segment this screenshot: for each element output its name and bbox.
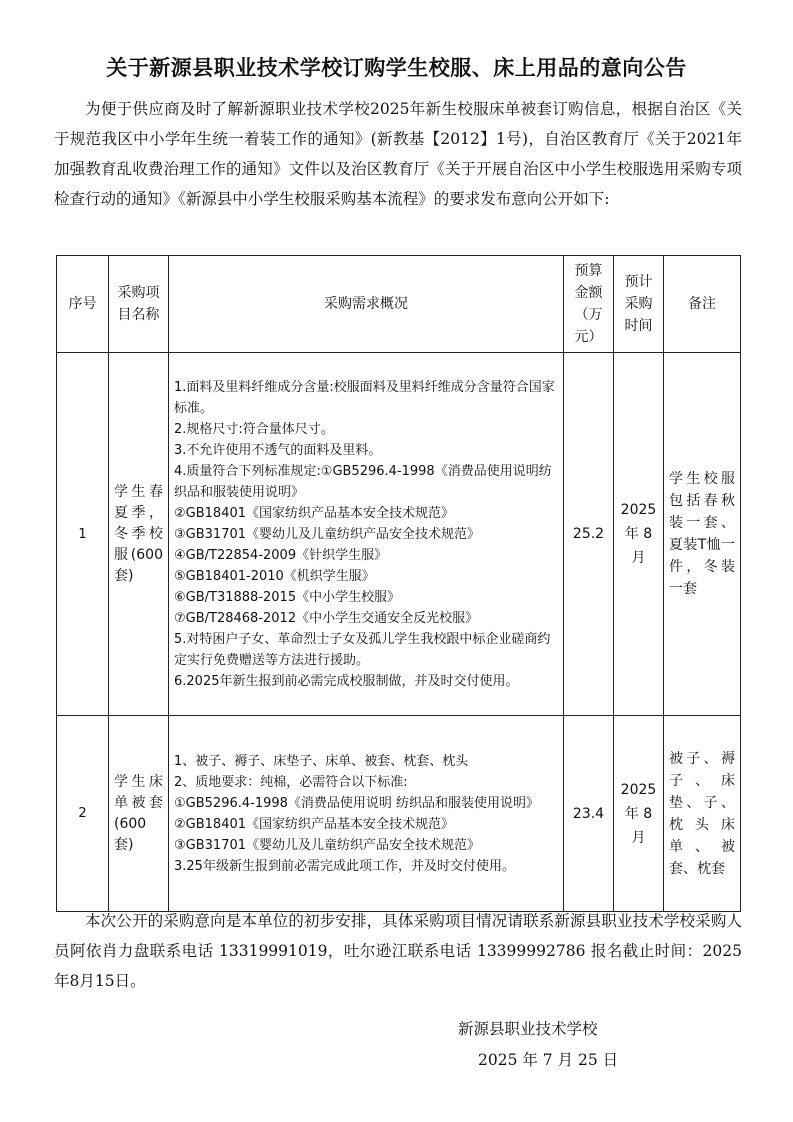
- header-amount: 预算金额（万元）: [564, 256, 614, 353]
- requirement-line: 3.25年级新生报到前必需完成此项工作，并及时交付使用。: [174, 858, 515, 874]
- table-header-row: [57, 256, 741, 353]
- requirement-line: ②GB18401《国家纺织产品基本安全技术规范》: [174, 505, 455, 521]
- contact-paragraph: 本次公开的采购意向是本单位的初步安排，具体采购项目情况请联系新源县职业技术学校采购人员阿依肖力盘联系电话 13319991019，吐尔逊江联系电话 13399992786 报名截止时间：2025年8月15日。: [54, 912, 742, 990]
- notice-title: 关于新源县职业技术学校订购学生校服、床上用品的意向公告: [106, 55, 687, 80]
- requirement-line: ⑥GB/T31888-2015《中小学生校服》: [174, 589, 401, 605]
- header-requirements: 采购需求概况: [169, 256, 564, 353]
- purchase-time: 2025 年 8 月: [614, 716, 664, 912]
- requirements-cell: [169, 353, 564, 716]
- requirement-line: 6.2025年新生报到前必需完成校服制做，并及时交付使用。: [174, 673, 519, 689]
- requirement-line: ②GB18401《国家纺织产品基本安全技术规范》: [174, 816, 455, 832]
- row-number: 1: [57, 353, 109, 716]
- requirement-line: 5.对特困户子女、革命烈士子女及孤儿学生我校跟中标企业磋商约定实行免费赠送等方法进行援助。: [174, 631, 551, 668]
- signature-organization: 新源县职业技术学校: [458, 1020, 598, 1038]
- requirement-line: 2、质地要求：纯棉，必需符合以下标准:: [174, 774, 408, 790]
- item-name: 学生春夏季，冬季校服(600套): [109, 353, 169, 716]
- signature-date: 2025 年 7 月 25 日: [478, 1051, 619, 1069]
- requirement-line: 2.规格尺寸:符合量体尺寸。: [174, 421, 334, 437]
- header-no: 序号: [57, 256, 109, 353]
- budget-amount: 23.4: [564, 716, 614, 912]
- procurement-table: [56, 255, 741, 912]
- requirement-line: ⑤GB18401-2010《机织学生服》: [174, 568, 375, 584]
- header-note: 备注: [664, 256, 741, 353]
- requirement-line: 3.不允许使用不透气的面料及里料。: [174, 442, 382, 458]
- requirement-line: 4.质量符合下列标准规定:①GB5296.4-1998《消费品使用说明纺织品和服装使用说明》: [174, 463, 552, 500]
- purchase-time: 2025 年 8 月: [614, 353, 664, 716]
- requirement-line: ⑦GB/T28468-2012《中小学生交通安全反光校服》: [174, 610, 479, 626]
- requirement-line: ③GB31701《婴幼儿及儿童纺织产品安全技术规范》: [174, 526, 481, 542]
- row-number: 2: [57, 716, 109, 912]
- remark: 被子、褥子、床垫、子、枕头床单、被套、枕套: [664, 716, 741, 912]
- requirement-line: ①GB5296.4-1998《消费品使用说明 纺织品和服装使用说明》: [174, 795, 540, 811]
- intro-paragraph: 为便于供应商及时了解新源职业技术学校2025年新生校服床单被套订购信息，根据自治区《关于规范我区中小学年生统一着装工作的通知》(新教基【2012】1号)，自治区教育厅《关于2021年加强教育乱收费治理工作的通知》文件以及治区教育厅《关于开展自治区中小学生校服选用采购专项检查行动的通知》《新源县中小学生校服采购基本流程》的要求发布意向公开如下:: [54, 100, 742, 208]
- table-row: [57, 353, 741, 716]
- requirements-cell: [169, 716, 564, 912]
- requirement-line: 1、被子、褥子、床垫子、床单、被套、枕套、枕头: [174, 753, 469, 769]
- item-name: 学生床单被套(600套): [109, 716, 169, 912]
- requirement-line: 1.面料及里料纤维成分含量:校服面料及里料纤维成分含量符合国家标准。: [174, 379, 555, 416]
- remark: 学生校服包括春秋装一套、夏装T恤一件，冬装一套: [664, 353, 741, 716]
- table-row: [57, 716, 741, 912]
- budget-amount: 25.2: [564, 353, 614, 716]
- requirement-line: ③GB31701《婴幼儿及儿童纺织产品安全技术规范》: [174, 837, 481, 853]
- header-time: 预计采购时间: [614, 256, 664, 353]
- requirement-line: ④GB/T22854-2009《针织学生服》: [174, 547, 388, 563]
- header-name: 采购项目名称: [109, 256, 169, 353]
